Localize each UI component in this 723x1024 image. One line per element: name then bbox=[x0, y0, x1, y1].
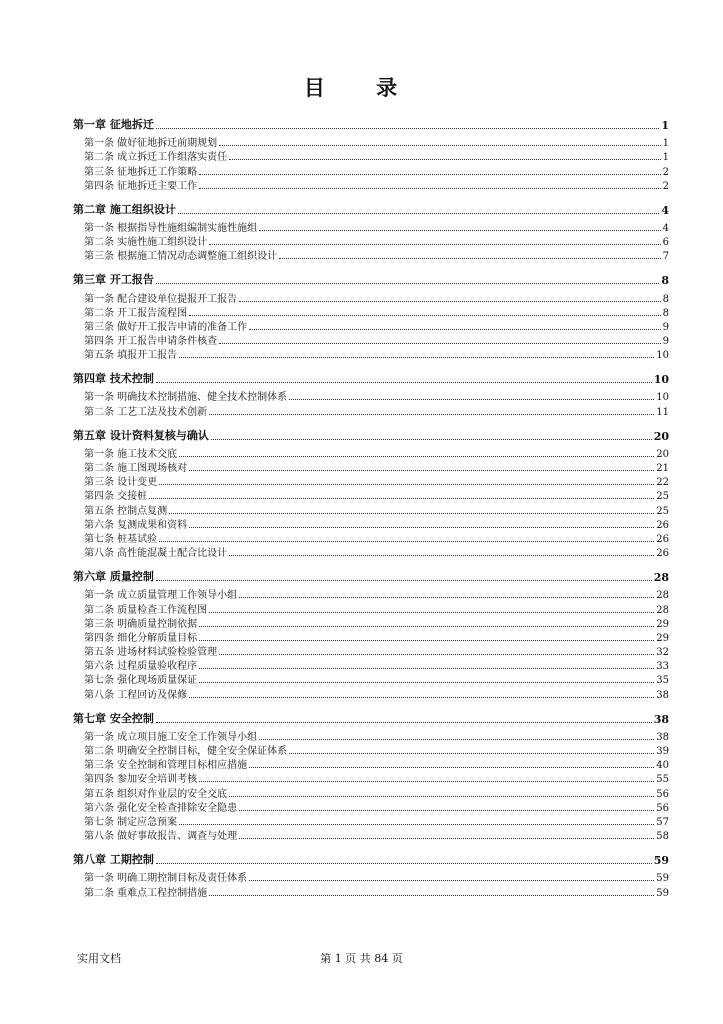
toc-section-label: 第四条 细化分解质量目标 bbox=[84, 632, 198, 644]
toc-page-number: 20 bbox=[656, 448, 669, 460]
dot-leader bbox=[259, 739, 654, 740]
toc-section-entry[interactable] bbox=[73, 616, 669, 630]
toc-section-label: 第二条 实施性施工组织设计 bbox=[84, 237, 208, 249]
toc-page-number: 1 bbox=[661, 119, 669, 132]
toc-section-entry[interactable] bbox=[73, 771, 669, 785]
toc-section-label: 第三条 安全控制和管理目标相应措施 bbox=[84, 760, 248, 772]
toc-section-label: 第三条 设计变更 bbox=[84, 477, 158, 489]
toc-section-entry[interactable] bbox=[73, 743, 669, 757]
toc-page-number: 56 bbox=[656, 788, 669, 800]
toc-section-label: 第三条 根据施工情况动态调整施工组织设计 bbox=[84, 251, 278, 263]
toc-chapter bbox=[73, 269, 669, 361]
toc-section-entry[interactable] bbox=[73, 502, 669, 516]
toc-page-number: 6 bbox=[662, 237, 669, 249]
toc-page-number: 35 bbox=[656, 675, 669, 687]
toc-section-entry[interactable] bbox=[73, 729, 669, 743]
dot-leader bbox=[219, 654, 654, 655]
toc-page-number: 39 bbox=[656, 746, 669, 757]
toc-section-entry[interactable] bbox=[73, 870, 669, 884]
toc-section-label: 第七条 强化现场质量保证 bbox=[84, 675, 198, 687]
toc-page-number: 11 bbox=[656, 406, 669, 418]
toc-section-entry[interactable] bbox=[73, 800, 669, 814]
toc-section-label: 第二条 质量检查工作流程图 bbox=[84, 604, 208, 616]
dot-leader bbox=[199, 682, 654, 683]
toc-section-entry[interactable] bbox=[73, 333, 669, 347]
toc-section-label: 第二条 成立拆迁工作组落实责任 bbox=[84, 152, 228, 164]
dot-leader bbox=[249, 880, 654, 881]
toc-section-entry[interactable] bbox=[73, 686, 669, 700]
toc-chapter bbox=[73, 368, 669, 417]
toc-page-number: 9 bbox=[662, 321, 669, 333]
toc-chapter-label: 第四章 技术控制 bbox=[73, 372, 154, 386]
toc-section-label: 第一条 做好征地拆迁前期规划 bbox=[84, 138, 218, 150]
dot-leader bbox=[199, 188, 660, 189]
toc-page-number: 38 bbox=[656, 731, 669, 743]
dot-leader bbox=[239, 810, 654, 811]
toc-section-entry[interactable] bbox=[73, 672, 669, 686]
toc-page-number: 10 bbox=[656, 392, 669, 404]
toc-section-label: 第六条 过程质量验收程序 bbox=[84, 661, 198, 673]
dot-leader bbox=[189, 527, 654, 528]
toc-page-number: 1 bbox=[662, 138, 669, 150]
toc-page-number: 26 bbox=[656, 533, 669, 545]
page-title: 目 录 bbox=[303, 75, 420, 100]
toc-section-entry[interactable] bbox=[73, 163, 669, 177]
toc-section-label: 第四条 开工报告申请条件核查 bbox=[84, 336, 218, 348]
toc-page-number: 59 bbox=[656, 873, 669, 885]
toc-page-number: 38 bbox=[656, 689, 669, 701]
dot-leader bbox=[169, 513, 654, 514]
toc-section-entry[interactable] bbox=[73, 517, 669, 531]
toc-section-label: 第五条 组织对作业层的安全交底 bbox=[84, 788, 228, 800]
toc-section-entry[interactable] bbox=[73, 389, 669, 403]
toc-section-label: 第三条 征地拆迁工作策略 bbox=[84, 166, 198, 178]
toc-section-entry[interactable] bbox=[73, 248, 669, 262]
toc-page-number: 38 bbox=[653, 712, 669, 726]
dot-leader bbox=[229, 555, 654, 556]
dot-leader bbox=[249, 329, 660, 330]
toc-page-number: 10 bbox=[656, 350, 669, 362]
toc-page-number: 55 bbox=[656, 774, 669, 786]
toc-page-number: 25 bbox=[656, 505, 669, 517]
dot-leader bbox=[189, 697, 654, 698]
toc-section-label: 第六条 强化安全检查排除安全隐患 bbox=[84, 802, 238, 814]
toc-section-label: 第一条 明确技术控制措施、健全技术控制体系 bbox=[84, 392, 288, 404]
dot-leader bbox=[156, 382, 652, 383]
toc-page-number: 10 bbox=[653, 373, 669, 387]
dot-leader bbox=[156, 128, 660, 129]
toc-page-number: 58 bbox=[656, 831, 669, 843]
dot-leader bbox=[209, 895, 654, 896]
toc-page-number: 59 bbox=[653, 854, 669, 868]
dot-leader bbox=[279, 258, 660, 259]
toc-section-entry[interactable] bbox=[73, 757, 669, 771]
toc-chapter-entry[interactable] bbox=[73, 425, 669, 443]
toc-chapter-label: 第三章 开工报告 bbox=[73, 273, 154, 287]
toc-section-entry[interactable] bbox=[73, 460, 669, 474]
dot-leader bbox=[209, 612, 654, 613]
dot-leader bbox=[249, 767, 654, 768]
toc-section-label: 第一条 配合建设单位提报开工报告 bbox=[84, 293, 238, 305]
toc-chapter-entry[interactable] bbox=[73, 368, 669, 386]
toc-section-entry[interactable] bbox=[73, 446, 669, 460]
toc-page-number: 25 bbox=[656, 491, 669, 503]
toc-page-number: 40 bbox=[656, 760, 669, 772]
page-number: 第 1 页 共 84 页 bbox=[320, 952, 403, 965]
toc-chapter bbox=[73, 566, 669, 701]
toc-page-number: 7 bbox=[662, 251, 669, 263]
toc-section-label: 第五条 进场材料试验检验管理 bbox=[84, 647, 218, 659]
toc-chapter-label: 第八章 工期控制 bbox=[73, 853, 154, 867]
dot-leader bbox=[229, 159, 660, 160]
toc-page-number: 57 bbox=[656, 816, 669, 828]
toc-chapter bbox=[73, 708, 669, 843]
toc-section-entry[interactable] bbox=[73, 474, 669, 488]
toc-chapter bbox=[73, 114, 669, 192]
toc-section-entry[interactable] bbox=[73, 319, 669, 333]
toc-section-label: 第一条 成立项目施工安全工作领导小组 bbox=[84, 731, 258, 743]
toc-chapter-entry[interactable] bbox=[73, 708, 669, 726]
toc-section-label: 第三条 做好开工报告申请的准备工作 bbox=[84, 321, 248, 333]
toc-section-entry[interactable] bbox=[73, 290, 669, 304]
toc-page-number: 4 bbox=[662, 222, 669, 234]
toc-section-entry[interactable] bbox=[73, 658, 669, 672]
toc-section-entry[interactable] bbox=[73, 531, 669, 545]
dot-leader bbox=[199, 640, 654, 641]
footer-label: 实用文档 bbox=[77, 952, 121, 965]
toc-section-label: 第一条 根据指导性施组编制实施性施组 bbox=[84, 222, 258, 234]
toc-page-number: 9 bbox=[662, 336, 669, 348]
toc-section-label: 第八条 做好事故报告、调查与处理 bbox=[84, 831, 238, 843]
toc-section-entry[interactable] bbox=[73, 488, 669, 502]
dot-leader bbox=[259, 230, 660, 231]
toc-section-entry[interactable] bbox=[73, 135, 669, 149]
toc-chapter-entry[interactable] bbox=[73, 269, 669, 287]
dot-leader bbox=[159, 484, 654, 485]
toc-section-entry[interactable] bbox=[73, 601, 669, 615]
toc-section-label: 第一条 成立质量管理工作领导小组 bbox=[84, 590, 238, 602]
toc-section-entry[interactable] bbox=[73, 545, 669, 559]
dot-leader bbox=[189, 470, 654, 471]
toc-page-number: 2 bbox=[662, 180, 669, 192]
toc-section-label: 第七条 制定应急预案 bbox=[84, 816, 178, 828]
toc-section-label: 第四条 交接桩 bbox=[84, 491, 148, 503]
toc-section-entry[interactable] bbox=[73, 814, 669, 828]
toc-chapter-entry[interactable] bbox=[73, 566, 669, 584]
toc-page-number: 59 bbox=[656, 887, 669, 899]
toc-page-number: 21 bbox=[656, 463, 669, 474]
toc-section-label: 第六条 复测成果和资料 bbox=[84, 519, 188, 531]
dot-leader bbox=[289, 399, 654, 400]
toc-page-number: 1 bbox=[662, 152, 669, 164]
toc-chapter-entry[interactable] bbox=[73, 849, 669, 867]
toc-page-number: 56 bbox=[656, 802, 669, 814]
dot-leader bbox=[156, 580, 652, 581]
toc-section-label: 第二条 重难点工程控制措施 bbox=[84, 887, 208, 899]
toc-section-label: 第八条 工程回访及保修 bbox=[84, 689, 188, 701]
dot-leader bbox=[149, 498, 654, 499]
toc-section-entry[interactable] bbox=[73, 884, 669, 898]
toc-page-number: 8 bbox=[662, 293, 669, 305]
dot-leader bbox=[179, 824, 654, 825]
toc-section-label: 第二条 明确安全控制目标，健全安全保证体系 bbox=[84, 746, 288, 757]
toc-page-number: 8 bbox=[661, 274, 669, 288]
toc-chapter bbox=[73, 199, 669, 263]
dot-leader bbox=[239, 838, 654, 839]
dot-leader bbox=[159, 541, 654, 542]
toc-section-label: 第二条 开工报告流程图 bbox=[84, 307, 188, 319]
dot-leader bbox=[179, 456, 654, 457]
dot-leader bbox=[199, 626, 654, 627]
dot-leader bbox=[189, 315, 660, 316]
dot-leader bbox=[179, 357, 654, 358]
toc-section-entry[interactable] bbox=[73, 220, 669, 234]
dot-leader bbox=[209, 244, 660, 245]
toc-section-entry[interactable] bbox=[73, 403, 669, 417]
toc-section-entry[interactable] bbox=[73, 630, 669, 644]
toc-section-entry[interactable] bbox=[73, 234, 669, 248]
toc-chapter-label: 第五章 设计资料复核与确认 bbox=[73, 428, 209, 442]
toc-page-number: 22 bbox=[656, 477, 669, 489]
dot-leader bbox=[199, 781, 654, 782]
toc-section-entry[interactable] bbox=[73, 149, 669, 163]
toc-page-number: 26 bbox=[656, 519, 669, 531]
toc-chapter-label: 第一章 征地拆迁 bbox=[73, 118, 154, 131]
toc-section-entry[interactable] bbox=[73, 347, 669, 361]
toc-page-number: 4 bbox=[661, 203, 669, 217]
toc-page-number: 33 bbox=[656, 661, 669, 673]
table-of-contents bbox=[73, 114, 669, 906]
toc-chapter-label: 第六章 质量控制 bbox=[73, 570, 154, 584]
dot-leader bbox=[239, 301, 660, 302]
toc-page-number: 28 bbox=[656, 590, 669, 602]
toc-chapter-entry[interactable] bbox=[73, 114, 669, 132]
dot-leader bbox=[156, 863, 652, 864]
dot-leader bbox=[289, 753, 654, 754]
toc-page-number: 8 bbox=[662, 307, 669, 319]
dot-leader bbox=[219, 145, 660, 146]
toc-section-label: 第七条 桩基试验 bbox=[84, 533, 158, 545]
toc-section-label: 第三条 明确质量控制依据 bbox=[84, 618, 198, 630]
toc-page-number: 26 bbox=[656, 548, 669, 560]
toc-chapter-label: 第二章 施工组织设计 bbox=[73, 202, 176, 216]
toc-page-number: 29 bbox=[656, 618, 669, 630]
toc-chapter bbox=[73, 425, 669, 560]
toc-section-label: 第二条 施工图现场核对 bbox=[84, 463, 188, 474]
toc-section-entry[interactable] bbox=[73, 587, 669, 601]
toc-page-number: 29 bbox=[656, 632, 669, 644]
toc-section-label: 第五条 填报开工报告 bbox=[84, 350, 178, 362]
toc-section-label: 第二条 工艺工法及技术创新 bbox=[84, 406, 208, 418]
toc-chapter-entry[interactable] bbox=[73, 199, 669, 217]
toc-section-entry[interactable] bbox=[73, 305, 669, 319]
dot-leader bbox=[178, 213, 660, 214]
toc-section-label: 第一条 明确工期控制目标及责任体系 bbox=[84, 873, 248, 885]
toc-page-number: 2 bbox=[662, 166, 669, 178]
toc-section-entry[interactable] bbox=[73, 785, 669, 799]
dot-leader bbox=[156, 283, 660, 284]
dot-leader bbox=[229, 796, 654, 797]
toc-page-number: 28 bbox=[656, 604, 669, 616]
toc-section-label: 第四条 征地拆迁主要工作 bbox=[84, 180, 198, 192]
dot-leader bbox=[209, 414, 654, 415]
dot-leader bbox=[199, 174, 660, 175]
toc-page-number: 28 bbox=[653, 571, 669, 585]
dot-leader bbox=[219, 343, 660, 344]
toc-section-label: 第四条 参加安全培训考核 bbox=[84, 774, 198, 786]
toc-section-label: 第一条 施工技术交底 bbox=[84, 448, 178, 460]
toc-section-entry[interactable] bbox=[73, 644, 669, 658]
dot-leader bbox=[156, 722, 652, 723]
toc-page-number: 32 bbox=[656, 647, 669, 659]
toc-section-entry[interactable] bbox=[73, 178, 669, 192]
toc-section-entry[interactable] bbox=[73, 828, 669, 842]
toc-chapter-label: 第七章 安全控制 bbox=[73, 711, 154, 725]
dot-leader bbox=[239, 597, 654, 598]
dot-leader bbox=[211, 439, 652, 440]
toc-section-label: 第八条 高性能混凝土配合比设计 bbox=[84, 548, 228, 560]
toc-section-label: 第五条 控制点复测 bbox=[84, 505, 168, 517]
dot-leader bbox=[199, 668, 654, 669]
toc-chapter bbox=[73, 849, 669, 898]
toc-page-number: 20 bbox=[653, 429, 669, 443]
